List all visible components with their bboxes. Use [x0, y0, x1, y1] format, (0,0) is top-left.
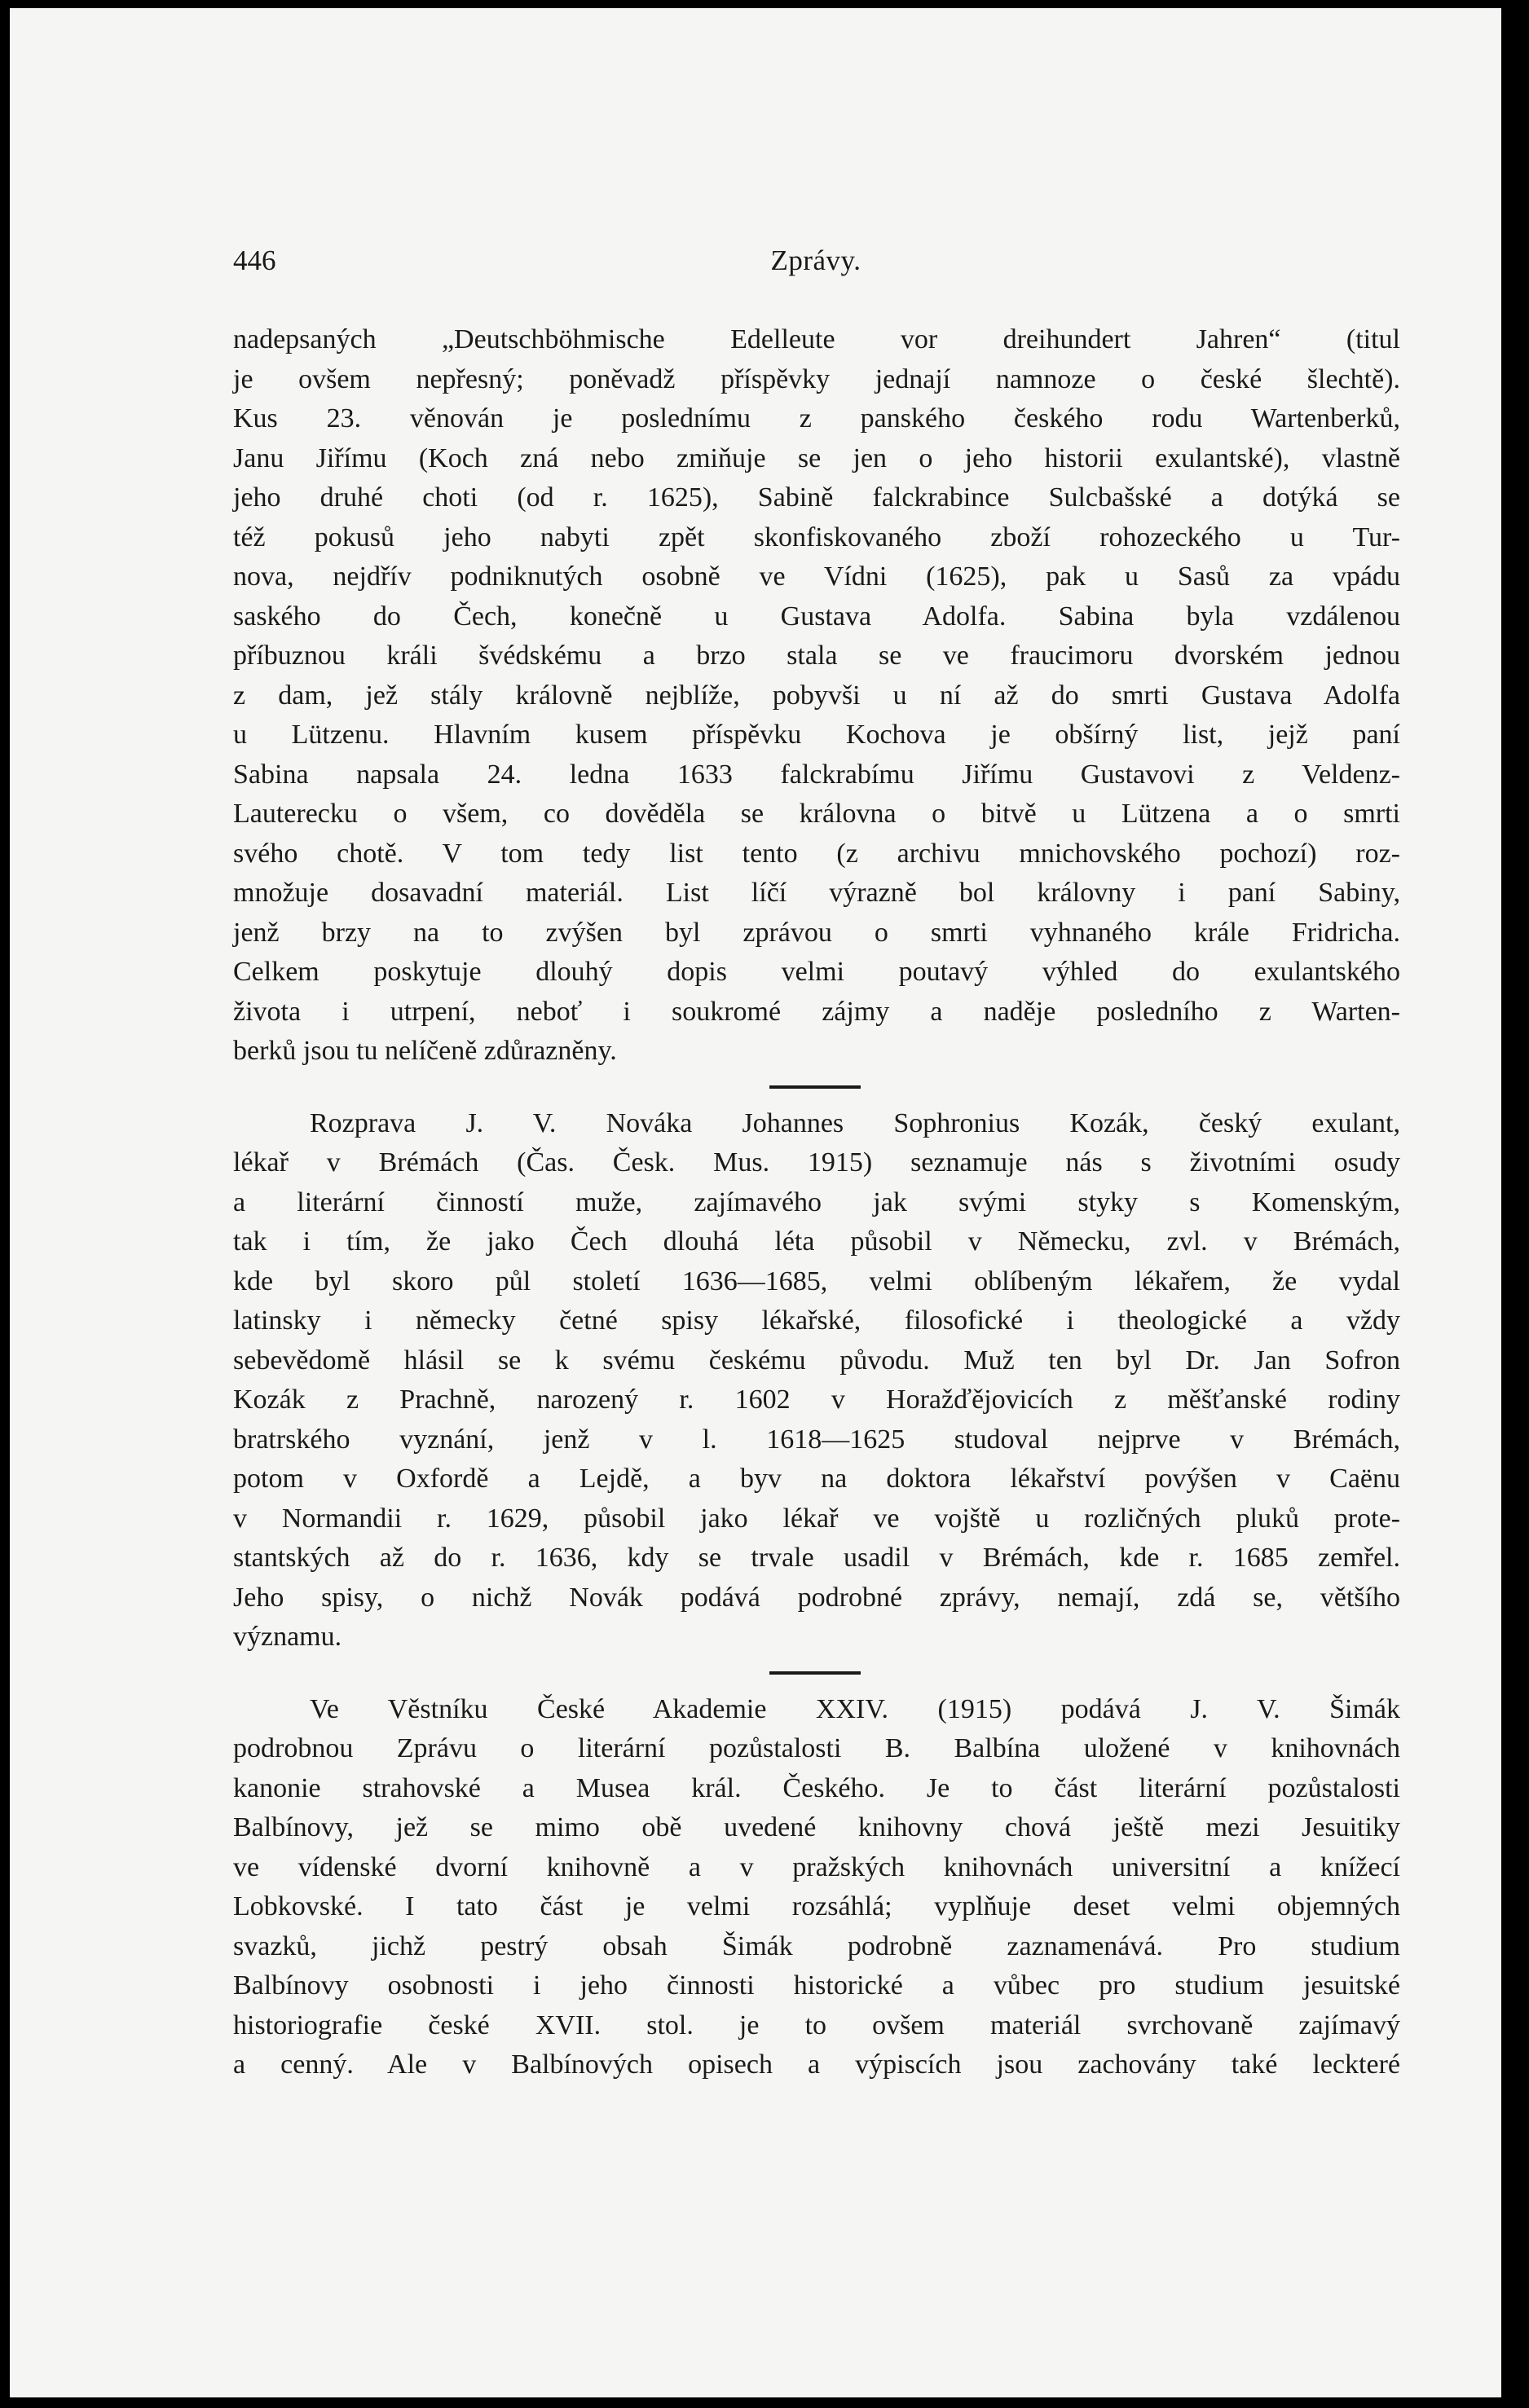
- paragraph-novak-kozak: [233, 1104, 1400, 1657]
- text-line: Lauterecku o všem, co dověděla se královna o bitvě u Lützena a o smrti: [233, 799, 1400, 829]
- text-line: berků jsou tu nelíčeně zdůrazněny.: [233, 1036, 617, 1066]
- text-line: a literární činností muže, zajímavého jak svými styky s Komenským,: [233, 1186, 1400, 1217]
- text-line: Rozprava J. V. Nováka Johannes Sophronius Kozák, český exulant,: [310, 1107, 1400, 1138]
- text-line: Kozák z Prachně, narozený r. 1602 v Horažďějovicích z měšťanské rodiny: [233, 1384, 1400, 1415]
- text-line: stantských až do r. 1636, kdy se trvale usadil v Brémách, kde r. 1685 zemřel.: [233, 1543, 1400, 1573]
- body-text: [233, 320, 1400, 2085]
- text-line: latinsky i německy četné spisy lékařské, filosofické i theologické a vždy: [233, 1305, 1400, 1336]
- section-divider: [233, 1657, 1400, 1690]
- text-line: tak i tím, že jako Čech dlouhá léta působil v Německu, zvl. v Brémách,: [233, 1226, 1400, 1257]
- book-page: [10, 8, 1501, 2397]
- text-line: množuje dosavadní materiál. List líčí výrazně bol královny i paní Sabiny,: [233, 878, 1400, 908]
- paragraph-koch-article: [233, 320, 1400, 1072]
- text-line: též pokusů jeho nabyti zpět skonfiskovaného zboží rohozeckého u Tur-: [233, 522, 1400, 552]
- text-line: svého chotě. V tom tedy list tento (z archivu mnichovského pochozí) roz-: [233, 838, 1400, 869]
- text-line: potom v Oxfordě a Lejdě, a byv na doktora lékařství povýšen v Caënu: [233, 1464, 1400, 1494]
- text-line: podrobnou Zprávu o literární pozůstalosti B. Balbína uložené v knihovnách: [233, 1733, 1400, 1763]
- text-line: jenž brzy na to zvýšen byl zprávou o smrti vyhnaného krále Fridricha.: [233, 917, 1400, 948]
- page-header: [233, 244, 1399, 285]
- text-line: Balbínovy osobnosti i jeho činnosti historické a vůbec pro studium jesuitské: [233, 1970, 1400, 2001]
- text-line: jeho druhé choti (od r. 1625), Sabině falckrabince Sulcbašské a dotýká se: [233, 482, 1400, 513]
- divider-rule: [769, 1671, 861, 1675]
- divider-rule: [769, 1085, 861, 1089]
- text-line: Celkem poskytuje dlouhý dopis velmi poutavý výhled do exulantského: [233, 957, 1400, 987]
- text-line: Janu Jiřímu (Koch zná nebo zmiňuje se jen o jeho historii exulantské), vlastně: [233, 442, 1400, 473]
- text-line: sebevědomě hlásil se k svému českému původu. Muž ten byl Dr. Jan Sofron: [233, 1345, 1400, 1376]
- text-line: Balbínovy, jež se mimo obě uvedené knihovny chová ještě mezi Jesuitiky: [233, 1812, 1400, 1842]
- text-line: Lobkovské. I tato část je velmi rozsáhlá; vyplňuje deset velmi objemných: [233, 1891, 1400, 1922]
- text-line: u Lützenu. Hlavním kusem příspěvku Kochova je obšírný list, jejž paní: [233, 720, 1400, 750]
- text-line: ve vídenské dvorní knihovně a v pražských knihovnách universitní a knížecí: [233, 1851, 1400, 1882]
- text-line: svazků, jichž pestrý obsah Šimák podrobně zaznamenává. Pro studium: [233, 1930, 1400, 1961]
- text-line: a cenný. Ale v Balbínových opisech a výpiscích jsou zachovány také leckteré: [233, 2049, 1400, 2080]
- text-line: Jeho spisy, o nichž Novák podává podrobné zprávy, nemají, zdá se, většího: [233, 1582, 1400, 1613]
- text-line: lékař v Brémách (Čas. Česk. Mus. 1915) seznamuje nás s životními osudy: [233, 1147, 1400, 1178]
- text-line: kde byl skoro půl století 1636—1685, velmi oblíbeným lékařem, že vydal: [233, 1266, 1400, 1296]
- text-line: saského do Čech, konečně u Gustava Adolfa. Sabina byla vzdálenou: [233, 601, 1400, 632]
- text-line: života i utrpení, neboť i soukromé zájmy a naděje posledního z Warten-: [233, 996, 1400, 1027]
- text-line: kanonie strahovské a Musea král. Českého. Je to část literární pozůstalosti: [233, 1772, 1400, 1803]
- text-line: je ovšem nepřesný; poněvadž příspěvky jednají namnoze o české šlechtě).: [233, 363, 1400, 394]
- text-line: Ve Věstníku České Akademie XXIV. (1915) podává J. V. Šimák: [310, 1693, 1400, 1724]
- text-line: v Normandii r. 1629, působil jako lékař ve vojště u rozličných pluků prote-: [233, 1503, 1400, 1534]
- paragraph-simak-balbin: [233, 1690, 1400, 2085]
- text-line: Sabina napsala 24. ledna 1633 falckrabímu Jiřímu Gustavovi z Veldenz-: [233, 759, 1400, 790]
- text-line: příbuznou králi švédskému a brzo stala se ve fraucimoru dvorském jednou: [233, 641, 1400, 671]
- text-line: Kus 23. věnován je poslednímu z panského českého rodu Wartenberků,: [233, 403, 1400, 434]
- text-line: bratrského vyznání, jenž v l. 1618—1625 studoval nejprve v Brémách,: [233, 1424, 1400, 1455]
- section-divider: [233, 1072, 1400, 1104]
- text-line: z dam, jež stály královně nejblíže, pobyvši u ní až do smrti Gustava Adolfa: [233, 680, 1400, 711]
- page-number: 446: [233, 244, 276, 276]
- running-title: Zprávy.: [770, 244, 861, 276]
- text-line: nova, nejdřív podniknutých osobně ve Vídni (1625), pak u Sasů za vpádu: [233, 561, 1400, 592]
- text-line: významu.: [233, 1622, 342, 1652]
- text-line: nadepsaných „Deutschböhmische Edelleute vor dreihundert Jahren“ (titul: [233, 324, 1400, 354]
- text-line: historiografie české XVII. stol. je to ovšem materiál svrchovaně zajímavý: [233, 2010, 1400, 2040]
